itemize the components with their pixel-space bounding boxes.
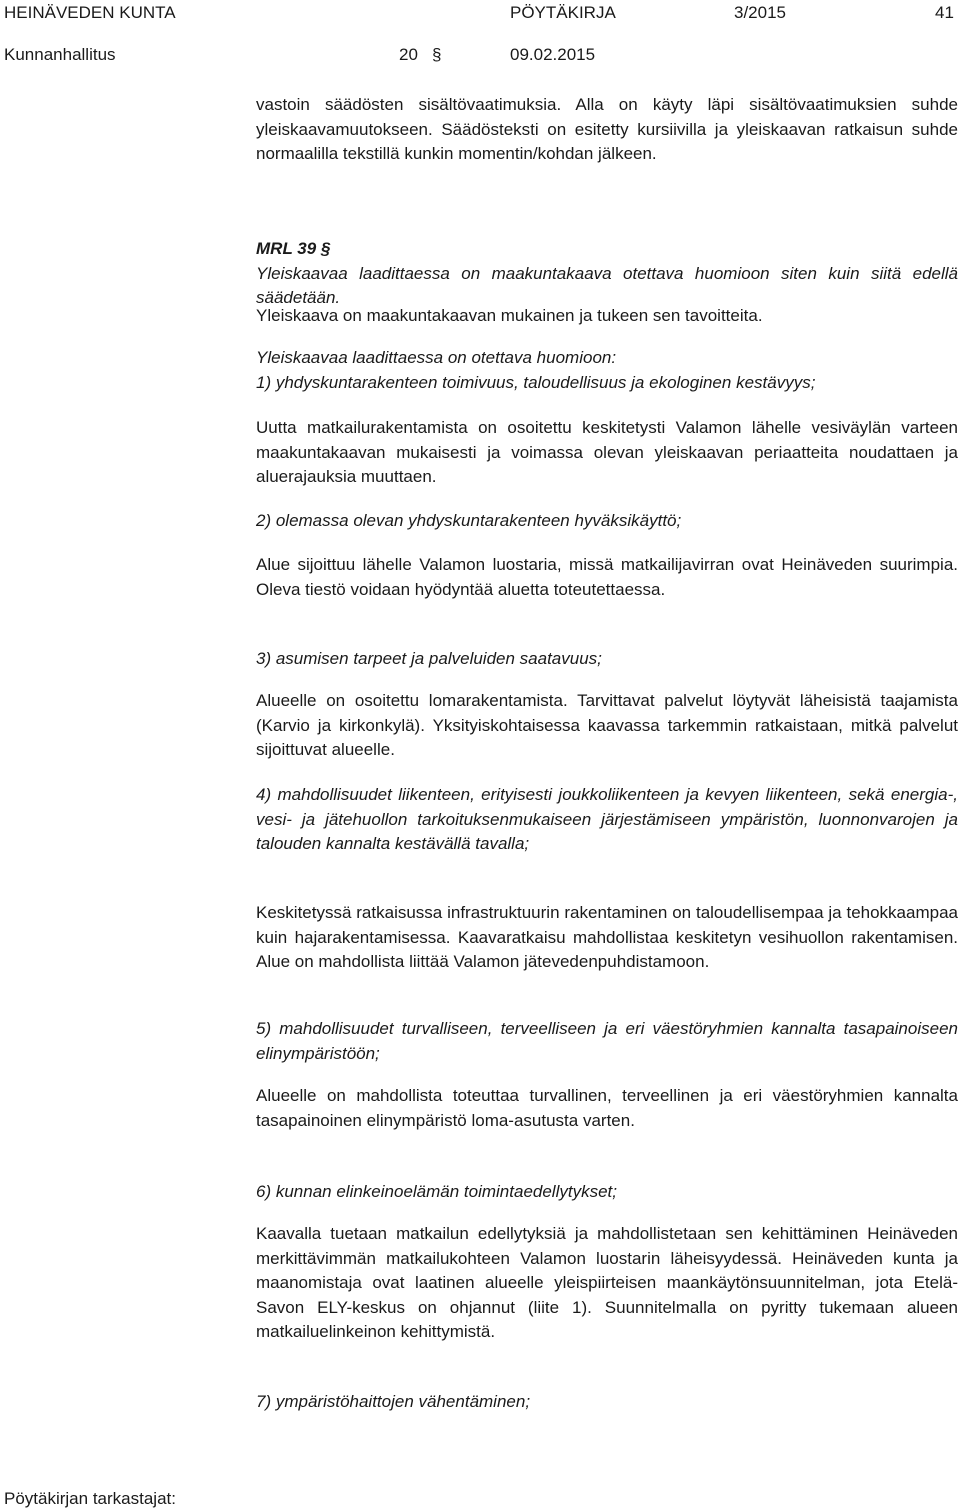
consideration-block bbox=[256, 346, 958, 395]
committee-name: Kunnanhallitus bbox=[4, 45, 116, 64]
mrl-title: MRL 39 bbox=[256, 239, 317, 258]
mrl-heading bbox=[256, 237, 958, 262]
item3-text: Alueelle on osoitettu lomarakentamista. Tarvittavat palvelut löytyvät läheisistä taajamista (Karvio ja kirkonkylä). Yksityiskohtaisessa kaavassa tarkemmin ratkaistaan, mitkä palvelut sijoittuvat alueelle. bbox=[256, 691, 958, 759]
consistency-statement: Yleiskaava on maakuntakaavan mukainen ja tukeen sen tavoitteita. bbox=[256, 306, 763, 325]
mrl-symbol: § bbox=[320, 239, 331, 258]
item6-text: Kaavalla tuetaan matkailun edellytyksiä ja mahdollistetaan sen kehittäminen Heinäveden merkittävimmän matkailukohteen Valamon luostarin läheisyydessä. Heinäveden kunta ja maanomistaja ovat laatinen alueelle yleispiirteisen maankäytönsuunnitelman, jota Etelä-Savon ELY-keskus on ohjannut (liite 1). Suunnitelmalla on pyritty tukemaan alueen matkailuelinkeinon kehittymistä. bbox=[256, 1224, 958, 1341]
mrl-section bbox=[256, 237, 958, 311]
mrl-text: Yleiskaavaa laadittaessa on maakuntakaava otettava huomioon siten kuin siitä edellä säädetään. bbox=[256, 263, 958, 307]
reviewers-label: Pöytäkirjan tarkastajat: bbox=[4, 1489, 176, 1508]
section-marker: § bbox=[432, 45, 442, 64]
section-number: 20 bbox=[399, 45, 418, 64]
item1-text: Uutta matkailurakentamista on osoitettu keskitetysti Valamon lähelle vesiväylän varteen maakuntakaavan mukaisesti ja voimassa olevan yleiskaavan periaatteita noudattaen ja aluerajauksia muuttaen. bbox=[256, 418, 958, 486]
item4-title: 4) mahdollisuudet liikenteen, erityisesti joukkoliikenteen ja kevyen liikenteen, sekä energia-, vesi- ja jätehuollon tarkoituksenmukaiseen järjestämiseen ympäristön, luonnonvarojen ja talouden kannalta kestävällä tavalla; bbox=[256, 785, 958, 853]
page-number: 41 bbox=[935, 3, 954, 22]
document-type: PÖYTÄKIRJA bbox=[510, 3, 616, 22]
consider-lead: Yleiskaavaa laadittaessa on otettava huomioon: bbox=[256, 348, 617, 367]
item7-title: 7) ympäristöhaittojen vähentäminen; bbox=[256, 1392, 531, 1411]
intro-paragraph: vastoin säädösten sisältövaatimuksia. Alla on käyty läpi sisältövaatimuksien suhde yleiskaavamuutokseen. Säädösteksti on esitetty kursiivilla ja yleiskaavan ratkaisun suhde normaalilla tekstillä kunkin momentin/kohdan jälkeen. bbox=[256, 95, 958, 163]
item5-title: 5) mahdollisuudet turvalliseen, terveelliseen ja eri väestöryhmien kannalta tasapainoiseen elinympäristöön; bbox=[256, 1019, 958, 1063]
item4-text: Keskitetyssä ratkaisussa infrastruktuurin rakentaminen on taloudellisempaa ja tehokkaampaa kuin hajarakentamisessa. Kaavaratkaisu mahdollistaa keskitetyn vesihuollon rakentamisen. Alue on mahdollista liittää Valamon jätevedenpuhdistamoon. bbox=[256, 903, 958, 971]
item5-text: Alueelle on mahdollista toteuttaa turvallinen, terveellinen ja eri väestöryhmien kannalta tasapainoinen elinympäristö loma-asutusta varten. bbox=[256, 1086, 958, 1130]
meeting-date: 09.02.2015 bbox=[510, 45, 596, 64]
item3-title: 3) asumisen tarpeet ja palveluiden saatavuus; bbox=[256, 649, 602, 668]
item1-title: 1) yhdyskuntarakenteen toimivuus, taloudellisuus ja ekologinen kestävyys; bbox=[256, 372, 816, 392]
document-number: 3/2015 bbox=[734, 3, 786, 22]
item2-text: Alue sijoittuu lähelle Valamon luostaria, missä matkailijavirran ovat Heinäveden suurimpia. Oleva tiestö voidaan hyödyntää aluetta toteutettaessa. bbox=[256, 555, 958, 599]
item6-title: 6) kunnan elinkeinoelämän toimintaedellytykset; bbox=[256, 1182, 617, 1201]
item2-title: 2) olemassa olevan yhdyskuntarakenteen hyväksikäyttö; bbox=[256, 511, 682, 530]
municipality-name: HEINÄVEDEN KUNTA bbox=[4, 3, 176, 22]
